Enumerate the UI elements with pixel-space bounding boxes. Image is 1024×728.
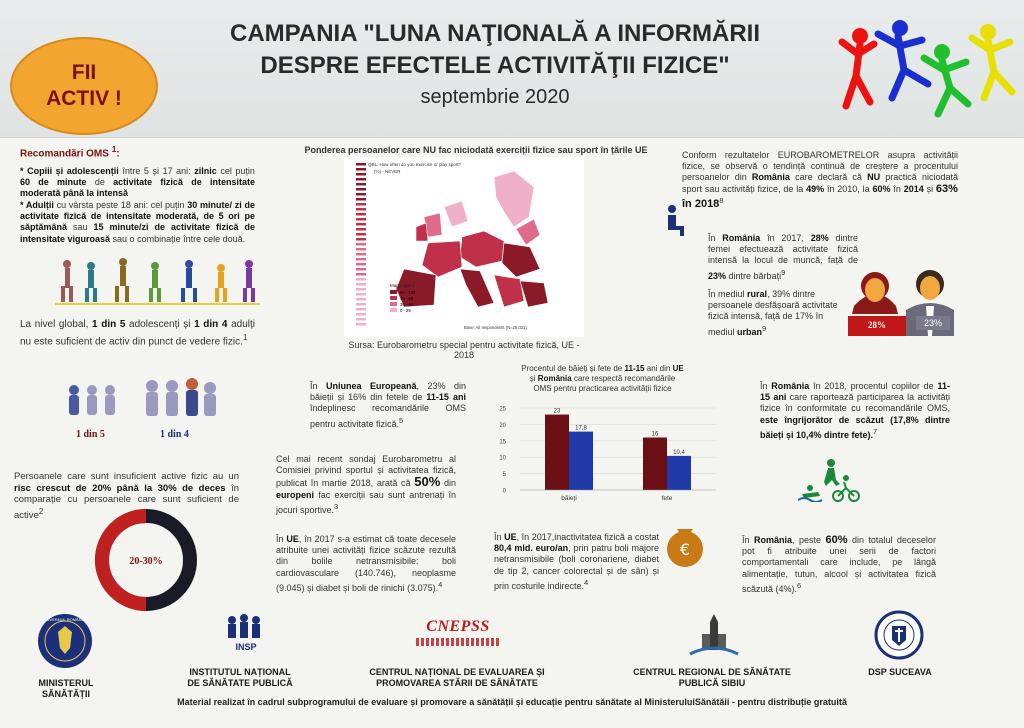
- t44: și: [529, 374, 536, 383]
- athlete-icons: [55, 258, 260, 305]
- eu-map-svg: [344, 157, 584, 337]
- t3: zilnic: [194, 166, 217, 176]
- legend-item-3: 30 - 44: [400, 302, 414, 307]
- t75: rural: [747, 289, 768, 299]
- chart-category-label: fete: [661, 495, 673, 502]
- blue-figure-icon: [878, 20, 928, 98]
- t83: care raportează participarea la activități fizice în conformitate cu recomandările OMS,: [760, 392, 951, 414]
- legend-item-1: 60 - 100: [400, 290, 416, 295]
- map-inner-title: QB1. How often do you exercise or play sport?: [368, 162, 462, 167]
- t19: 1: [242, 332, 248, 342]
- t52: 4: [584, 577, 589, 587]
- cost-text: [494, 532, 659, 592]
- t57: practică niciodată sport sau activități fizice, de la: [682, 172, 958, 194]
- jumping-people-illustration: [838, 14, 1020, 132]
- t91: din totalul deceselor pot fi atribuite unei serii de factori comportamentali care include, pe lângă alimentație, tutun, alcool și activitatea fizică scăzută (4%).: [742, 535, 936, 594]
- fii-activ-badge: [10, 37, 158, 135]
- crsp-line-1: CENTRUL REGIONAL DE SĂNĂTATE: [633, 667, 791, 677]
- t84: este îngrijorător de scăzut: [760, 414, 884, 425]
- chart-y-tick: 15: [499, 439, 506, 446]
- legend-item-4: 0 - 29: [400, 308, 411, 313]
- cnepss-line-1: CENTRUL NAȚIONAL DE EVALUAREA ȘI: [369, 667, 545, 677]
- t63: și: [926, 183, 934, 194]
- t53: Conform rezultatelor EUROBAROMETRELOR asupra activității fizice, se observă o tendință continuă de creștere a procentului persoanelor din: [682, 150, 958, 183]
- oms-ref: 1: [111, 144, 117, 154]
- dsp-suceava-logo: [874, 610, 924, 660]
- t17: 1 din 4: [194, 319, 228, 330]
- insp-line-2: DE SĂNĂTATE PUBLICĂ: [187, 678, 293, 688]
- crsp-label: [612, 667, 812, 689]
- map-title: Ponderea persoanelor care NU fac niciodată exerciții fizice sau sport în țările UE: [304, 145, 648, 155]
- eurobarometer-text: [276, 454, 456, 516]
- women-percent: 28%: [868, 320, 886, 330]
- t69: 28%: [810, 233, 829, 243]
- t50: 80,4 mld. euro/an: [494, 543, 569, 554]
- t43: UE: [672, 364, 684, 373]
- t85: (17,8% dintre băieți și 10,4% dintre fete).: [760, 414, 950, 440]
- t80: România: [771, 381, 810, 391]
- t38: , în 2017 s-a estimat că toate decesele atribuite unei activități fizice scăzute rezultă din bolile netransmisibile: boli cardiovasculare (140.746), neoplasme (9.045) și diabet și boli de rinichi (3.075).: [276, 534, 456, 593]
- guvernul-romaniei-logo: [36, 612, 94, 670]
- sports-silhouettes-illustration: [55, 256, 260, 306]
- t28: îndeplinesc recomandările OMS pentru activitate fizică.: [310, 403, 466, 429]
- map-source: Sursa: Eurobarometru special pentru activitate fizică, UE - 2018: [348, 340, 580, 360]
- title-line-1: CAMPANIA "LUNA NAŢIONALĂ A INFORMĂRII: [230, 20, 760, 47]
- t72: dintre bărbați: [728, 270, 782, 281]
- t66: În: [708, 233, 716, 243]
- map-inner-sub: (%) - NEVER: [374, 169, 401, 174]
- t40: Procentul de băieți și fete de: [521, 364, 623, 373]
- t9: cu vârsta peste 18 ani: cel puțin: [56, 200, 185, 210]
- t45: România: [537, 374, 572, 383]
- t25: Uniunea Europeană: [326, 381, 417, 391]
- t46: care respectă recomandările OMS pentru practicarea activității fizice: [533, 374, 676, 393]
- t71: 23%: [708, 270, 727, 281]
- t78: 9: [762, 323, 767, 333]
- men-percent: 23%: [916, 316, 950, 330]
- t55: care declară că: [795, 172, 862, 183]
- map-legend-title: Map Legend: [390, 283, 416, 288]
- t89: , peste: [792, 535, 821, 545]
- t8: * Adulții: [20, 200, 54, 210]
- t48: UE: [504, 532, 517, 542]
- t16: adolescenți și: [129, 319, 191, 330]
- t7: activitate fizică de intensitate moderată până la intensă: [20, 177, 255, 199]
- cnepss-logo-strip: [416, 638, 500, 646]
- chart-title: [520, 364, 685, 394]
- subtitle: septembrie 2020: [420, 86, 570, 108]
- insp-logo: [222, 612, 270, 654]
- t35: 3: [334, 501, 339, 511]
- t5: 60 de minute: [20, 177, 87, 188]
- t82: 11-15 ani: [760, 381, 950, 403]
- t64: 63% în 2018: [682, 182, 958, 210]
- badge-line-2: ACTIV !: [46, 87, 122, 110]
- t54: România: [751, 172, 790, 183]
- sitting-person-icon: [662, 204, 686, 238]
- europe-map-shape: [396, 171, 548, 307]
- eurobarometer-romania-text: [682, 150, 958, 210]
- t79: În: [760, 381, 768, 391]
- t81: în 2018, procentul copiilor de: [813, 381, 934, 391]
- t65: 8: [719, 195, 724, 205]
- eu-stat-text: [310, 381, 466, 430]
- rural-urban-text: [708, 289, 848, 338]
- t68: în 2017,: [767, 233, 804, 243]
- t36: În: [276, 534, 284, 544]
- t90: 60%: [825, 534, 848, 546]
- t22: în comparație cu persoanele care sunt suficient de active: [14, 482, 239, 521]
- guvern-logo-text: GUVERNUL ROMÂNIEI: [43, 617, 87, 622]
- cnepss-logo-text: CNEPSS: [426, 618, 490, 635]
- crsp-line-2: PUBLICĂ SIBIU: [678, 678, 746, 688]
- chart-category-label: băieți: [561, 495, 577, 502]
- oms-children-text: [20, 166, 255, 200]
- eu-map-figure: [344, 157, 584, 337]
- insp-line-1: INSTITUTUL NAȚIONAL: [189, 667, 291, 677]
- people-groups-illustration: [60, 378, 220, 430]
- t58: 49%: [806, 183, 825, 194]
- chart-bar-label: 16: [651, 431, 659, 438]
- dsp-label: DSP SUCEAVA: [868, 667, 932, 677]
- t37: UE: [286, 534, 299, 544]
- insp-label: [170, 667, 310, 689]
- t34: fac exerciții sau sunt antrenați în jocuri sportive.: [276, 489, 456, 515]
- chart-y-tick: 10: [499, 455, 506, 462]
- chart-y-tick: 0: [502, 488, 506, 495]
- chart-bar: [667, 456, 691, 490]
- t73: 9: [781, 267, 786, 277]
- t12: 15 minute/zi de activitate fizică de intensitate viguroasă: [20, 222, 255, 244]
- cnepss-label: [352, 667, 562, 689]
- chart-bar: [569, 432, 593, 490]
- group-adults-icon: [146, 378, 216, 416]
- t27: 11-15 ani: [426, 392, 466, 403]
- one-in-5-label: 1 din 5: [76, 429, 105, 440]
- women-work-text: [708, 233, 858, 282]
- t47: În: [494, 532, 502, 542]
- t87: În: [742, 535, 750, 545]
- t30: Cel mai recent sondaj Eurobarometru al Comisiei privind sportul și activitatea fizică, publicat în martie 2018, arată că: [276, 454, 456, 489]
- badge-line-1: FII: [71, 61, 97, 84]
- chart-bar: [545, 415, 569, 490]
- t86: 7: [873, 426, 878, 436]
- insp-logo-text: INSP: [235, 642, 257, 652]
- deaths-romania-text: [742, 535, 936, 595]
- t70: dintre femei efectuează activitate fizică intensă la locul de muncă, față de: [708, 233, 858, 266]
- t67: România: [722, 233, 761, 243]
- title-line-2: DESPRE EFECTELE ACTIVITĂŢII FIZICE": [260, 52, 730, 79]
- t6: de: [94, 177, 105, 188]
- t26: , 23% din băieții și 16% din fetele de: [310, 381, 466, 403]
- t21: risc crescut de 20% până la 30% de deces: [14, 482, 226, 494]
- t41: 11-15: [624, 364, 645, 373]
- triathlon-icon: [798, 458, 860, 502]
- global-stat-text: [20, 318, 255, 348]
- t18: adulți nu este suficient de activ din punct de vedere fizic.: [20, 319, 255, 348]
- t56: NU: [867, 172, 881, 183]
- t59: în 2010, la: [826, 183, 870, 194]
- t77: urban: [737, 326, 763, 337]
- t31: 50%: [414, 474, 441, 490]
- t15: 1 din 5: [92, 319, 126, 330]
- t23: 2: [38, 506, 44, 516]
- oms-heading: Recomandări OMS $^1$:: [20, 144, 120, 160]
- chart-y-tick: 5: [502, 472, 506, 479]
- t51: , prin patru boli majore netransmisibile (boli coronariene, diabet de tip 2, cancer colorectal și de sân) și prin costurile indirecte.: [494, 543, 659, 591]
- t33: europeni: [276, 489, 315, 500]
- one-in-4-label: 1 din 4: [160, 429, 189, 440]
- chart-y-tick: 20: [499, 422, 506, 429]
- money-bag-icon: [663, 519, 707, 571]
- chart-y-tick: 25: [499, 406, 506, 413]
- t13: sau o combinație între cele două.: [112, 233, 246, 244]
- t29: 5: [399, 415, 404, 425]
- t4: cel puțin: [220, 166, 255, 176]
- header: [0, 0, 1024, 138]
- oms-adults-text: [20, 200, 255, 245]
- donut-label: 20-30%: [129, 556, 163, 567]
- chart-bar-label: 10,4: [673, 449, 685, 456]
- green-figure-icon: [924, 44, 968, 114]
- t20: Persoanele care sunt insuficient active fizic au un: [14, 471, 239, 482]
- t14: La nivel global,: [20, 319, 89, 330]
- t76: , 39% dintre persoanele desfășoară activitate fizică intensă, față de 17% în mediul: [708, 289, 838, 337]
- t42: ani din: [646, 364, 671, 373]
- t24: În: [310, 381, 318, 391]
- chart-bar: [643, 438, 667, 490]
- map-base: Base: All respondents (N=28,031): [464, 325, 527, 330]
- chart-bar-label: 23: [553, 408, 561, 415]
- t32: din: [443, 478, 456, 489]
- t11: sau: [73, 222, 88, 233]
- footer-note: Material realizat în cadrul subprogramului de evaluare și promovare a sănătății și educație pentru sănătate al MinisteruluiSănătăii - pentru distribuție gratuită: [177, 697, 847, 707]
- t2: între 5 și 17 ani:: [122, 166, 191, 176]
- t61: în: [893, 183, 901, 194]
- legend-item-2: 45 - 59: [400, 296, 414, 301]
- ue-2017-deaths-text: [276, 534, 456, 594]
- chart-bar-label: 17,8: [575, 425, 587, 432]
- t74: În mediul: [708, 289, 745, 299]
- group-adolescents-icon: [69, 385, 115, 415]
- kids-romania-text: [760, 381, 950, 441]
- cnepss-logo: [410, 618, 506, 648]
- t10: 30 minute/ zi de activitate fizică de intensitate moderată, de 5 ori pe săptămână: [20, 200, 255, 233]
- yellow-figure-icon: [972, 24, 1012, 98]
- cnepss-line-2: PROMOVAREA STĂRII DE SĂNĂTATE: [376, 678, 538, 688]
- t92: 6: [797, 580, 802, 590]
- t39: 4: [438, 579, 443, 589]
- t49: , în 2017,inactivitatea fizică a costat: [516, 532, 659, 542]
- svg-text:€: €: [679, 540, 691, 559]
- red-figure-icon: [842, 28, 874, 106]
- t62: 2014: [903, 183, 924, 194]
- ms-label: MINISTERUL SĂNĂTĂȚII: [38, 678, 94, 699]
- t1: * Copiii și adolescenții: [20, 166, 119, 176]
- oms-heading-text: Recomandări OMS: [20, 148, 109, 160]
- t60: 60%: [872, 183, 891, 194]
- country-bar-list: [356, 163, 366, 326]
- map-legend: [390, 283, 416, 313]
- bar-chart: [484, 398, 724, 506]
- risk-donut-chart: [94, 508, 198, 612]
- crsp-sibiu-logo: [688, 612, 740, 656]
- t88: România: [753, 535, 792, 545]
